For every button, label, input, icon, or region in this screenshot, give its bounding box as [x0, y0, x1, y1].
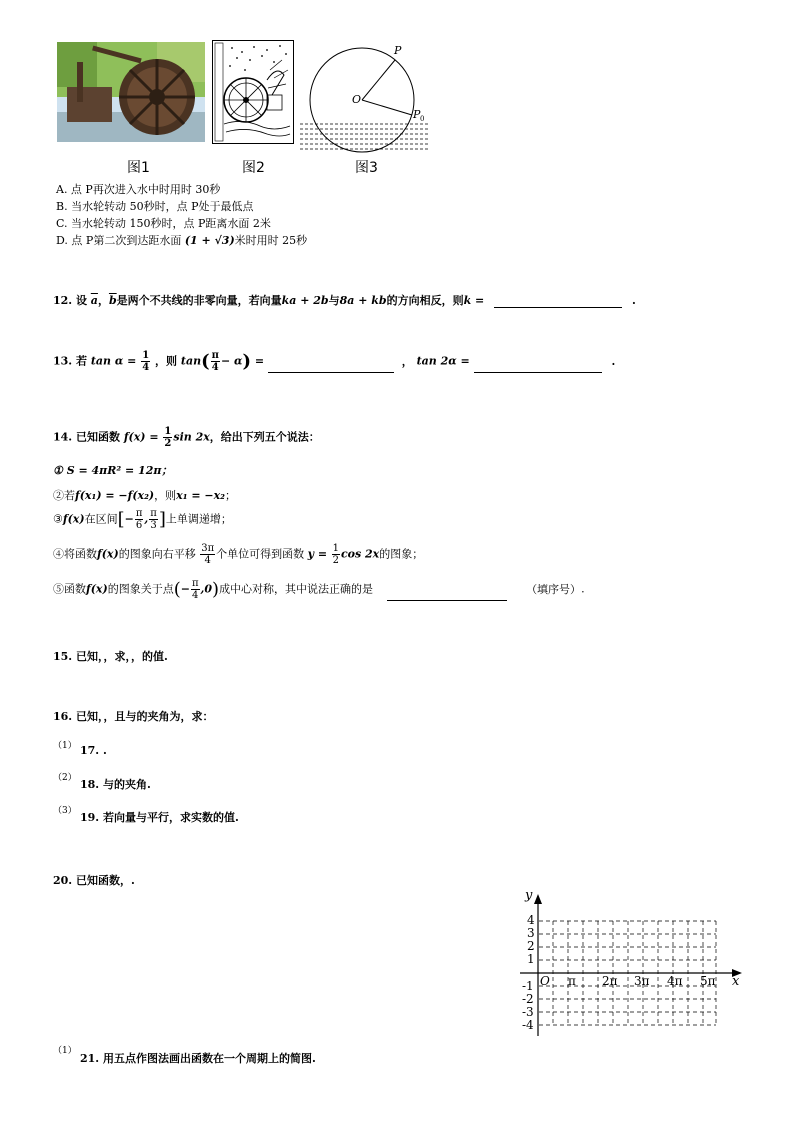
q14-s3-fx: f(x) [62, 512, 85, 526]
y-tick-neg4: -4 [522, 1018, 534, 1032]
q12-answer-blank[interactable] [494, 295, 622, 308]
q13-tan3: tan 2α = [416, 354, 470, 368]
q12-expr1: ka + 2b [281, 294, 329, 307]
q14-s3-minus: − [124, 512, 134, 526]
question-16-stem: 16. 已知，，且与的夹角为，求： [53, 710, 214, 723]
q14-s5-fx: f(x) [86, 582, 108, 596]
q14-statement-2 [53, 487, 236, 503]
option-d [56, 232, 307, 248]
question-14-stem [53, 426, 320, 449]
water-wheel-sketch [212, 40, 294, 144]
q13-pre: 13. 若 [53, 354, 87, 368]
q14-s5-hint: （填序号） [526, 582, 582, 596]
q14-s3-bracket-right: ] [158, 509, 166, 530]
q20-part-1-tag: （1） [53, 1046, 77, 1056]
coordinate-grid [516, 888, 746, 1038]
wheel-circle-diagram [300, 40, 430, 155]
q14-s4-cos: cos 2x [340, 547, 380, 561]
q14-s2-end: ； [225, 489, 236, 502]
q12-pre: 12. 设 [53, 294, 91, 307]
q14-s5-comma: , [200, 582, 205, 596]
q14-stem-fraction [163, 426, 172, 449]
q13-tan: tan α = [90, 354, 137, 368]
q13-tan2-pre: tan [180, 354, 202, 368]
q14-stem-sin: sin 2x [173, 430, 210, 444]
y-tick-neg3: -3 [522, 1005, 534, 1019]
q13-answer-blank-1[interactable] [268, 360, 394, 373]
q14-s1: ① S = 4πR² = 12π； [53, 464, 173, 477]
q14-s5-post: 成中心对称，其中说法正确的是 [219, 582, 374, 596]
q14-s3-a-num: π [135, 508, 143, 519]
q14-stem-fx: f(x) = [123, 430, 159, 444]
q14-stem-pre: 14. 已知函数 [53, 430, 120, 444]
q14-s3-a-den: 6 [135, 520, 143, 531]
q14-s5-end: . [581, 582, 585, 596]
q14-s5-paren-left: ( [173, 579, 181, 600]
y-tick-neg1: -1 [522, 979, 534, 993]
q12-vector-a: $\overline{a}$ [90, 294, 98, 307]
q14-s4-g-den: 2 [332, 555, 339, 566]
y-tick-4: 4 [527, 913, 535, 927]
x-tick-2pi: 2π [602, 974, 618, 988]
q14-s5-den: 4 [192, 590, 199, 601]
y-tick-2: 2 [527, 939, 535, 953]
origin-label: O [540, 974, 550, 988]
q13-eq: = [254, 354, 265, 368]
q14-s3-pre: ③ [53, 512, 63, 526]
water-wheel-photo [57, 42, 205, 142]
figure-3-diagram [300, 40, 430, 155]
q13-frac-num: 1 [142, 350, 150, 361]
q16-part-2: 18. 与的夹角. [80, 778, 151, 791]
x-tick-5pi: 5π [700, 974, 716, 988]
q14-s3-frac-a [135, 508, 144, 531]
q16-part-3-tag: （3） [53, 806, 77, 816]
q13-tan2-post: − α [220, 354, 243, 368]
q14-answer-blank[interactable] [387, 588, 507, 601]
question-13 [53, 350, 615, 373]
question-15: 15. 已知，，求，，的值. [53, 650, 168, 663]
q12-end: . [631, 294, 636, 307]
q12-k: k = [463, 294, 485, 307]
q12-vector-b: $\overline{b}$ [108, 294, 117, 307]
q13-sep: ， [401, 354, 413, 368]
q14-s5-zero: 0 [204, 582, 213, 596]
q14-s4-pre: ④将函数 [53, 547, 97, 561]
q14-s4-shift-fraction [200, 543, 215, 566]
q14-s3-end: 上单调递增； [165, 512, 232, 526]
plot-grid[interactable] [516, 888, 746, 1038]
q14-statement-1 [53, 462, 172, 478]
q16-part-1-tag: （1） [53, 741, 77, 751]
option-d-post: 米时用时 25秒 [234, 234, 308, 247]
q14-s4-y: y = [307, 547, 328, 561]
q14-s3-bracket-left: [ [117, 509, 125, 530]
q14-s4-g-fraction [332, 543, 340, 566]
figure-3-caption: 图3 [355, 160, 378, 176]
q14-s5-num: π [191, 578, 199, 589]
x-axis-label: x [732, 974, 740, 989]
q14-stem-num: 1 [164, 426, 172, 437]
question-12 [53, 292, 636, 308]
y-tick-3: 3 [527, 926, 535, 940]
q14-s5-fraction [191, 578, 200, 601]
q14-s5-mid: 的图象关于点 [107, 582, 174, 596]
q14-s4-fx: f(x) [97, 547, 119, 561]
q14-s4-mid: 的图象向右平移 [118, 547, 196, 561]
q13-pi-num: π [211, 350, 219, 361]
q14-s5-paren-right: ) [212, 579, 220, 600]
q14-s2-expr2: x₁ = −x₂ [176, 489, 225, 502]
x-tick-4pi: 4π [667, 974, 683, 988]
q16-part-3: 19. 若向量与平行，求实数的值. [80, 811, 239, 824]
q14-s4-shift-den: 4 [204, 555, 211, 566]
q16-part-2-tag: （2） [53, 773, 77, 783]
q13-mid: ，则 [155, 354, 178, 368]
option-c: C. 当水轮转动 150秒时，点 P距离水面 2米 [56, 217, 271, 230]
q13-pi-den: 4 [211, 362, 219, 373]
y-tick-1: 1 [527, 952, 535, 966]
point-p-label: P [394, 44, 402, 57]
q14-stem-den: 2 [164, 438, 172, 449]
figure-1-photo [57, 42, 205, 142]
q13-pi-fraction [211, 350, 220, 373]
point-p0-subscript: 0 [420, 115, 425, 123]
q14-statement-5 [53, 578, 585, 601]
q14-statement-3 [53, 508, 232, 531]
figure-1-caption: 图1 [127, 160, 150, 176]
option-d-expr: (1 + √3) [184, 234, 235, 247]
point-p0-label: P [413, 108, 421, 121]
option-d-pre: D. 点 P第二次到达距水面 [56, 234, 185, 247]
q14-s3-b-den: 3 [150, 520, 157, 531]
question-20-stem: 20. 已知函数，. [53, 874, 135, 887]
q14-s3-comma: , [144, 512, 149, 526]
q14-s4-mid2: 个单位可得到函数 [216, 547, 305, 561]
option-b: B. 当水轮转动 50秒时，点 P处于最低点 [56, 200, 254, 213]
q14-s3-mid: 在区间 [84, 512, 118, 526]
figure-2-drawing [212, 40, 294, 144]
option-a: A. 点 P再次进入水中时用时 30秒 [56, 183, 221, 196]
y-axis-label: y [525, 888, 533, 903]
point-o-label: O [352, 93, 362, 106]
x-tick-3pi: 3π [634, 974, 650, 988]
q13-paren-right: ) [242, 351, 251, 372]
q13-fraction [141, 350, 150, 373]
q14-s4-shift-num: 3π [201, 543, 215, 554]
q14-s3-frac-b [149, 508, 158, 531]
q16-part-1: 17. . [80, 744, 107, 757]
q14-stem-post: ，给出下列五个说法： [209, 430, 320, 444]
q12-mid3: 的方向相反，则 [386, 294, 464, 307]
q14-s2-expr: f(x₁) = −f(x₂) [75, 489, 155, 502]
q14-s4-end: 的图象； [379, 547, 424, 561]
q12-mid1: 是两个不共线的非零向量，若向量 [116, 294, 282, 307]
q13-paren-left: ( [201, 351, 210, 372]
q20-part-1: 21. 用五点作图法画出函数在一个周期上的简图. [80, 1052, 316, 1065]
q12-mid2: 与 [328, 294, 340, 307]
q12-comma: ， [97, 294, 109, 307]
q14-s3-b-num: π [150, 508, 157, 519]
q13-end: . [611, 354, 616, 368]
q14-s4-g-num: 1 [332, 543, 339, 554]
q14-s5-minus: − [180, 582, 190, 596]
q14-s2-pre: ②若 [53, 489, 75, 502]
q14-statement-4 [53, 543, 423, 566]
q12-expr2: 8a + kb [339, 294, 387, 307]
x-tick-pi: π [568, 974, 576, 988]
figure-2-caption: 图2 [242, 160, 265, 176]
q13-frac-den: 4 [142, 362, 150, 373]
q14-s2-mid: ，则 [154, 489, 177, 502]
q13-answer-blank-2[interactable] [474, 360, 602, 373]
y-tick-neg2: -2 [522, 992, 534, 1006]
q14-s5-pre: ⑤函数 [53, 582, 86, 596]
